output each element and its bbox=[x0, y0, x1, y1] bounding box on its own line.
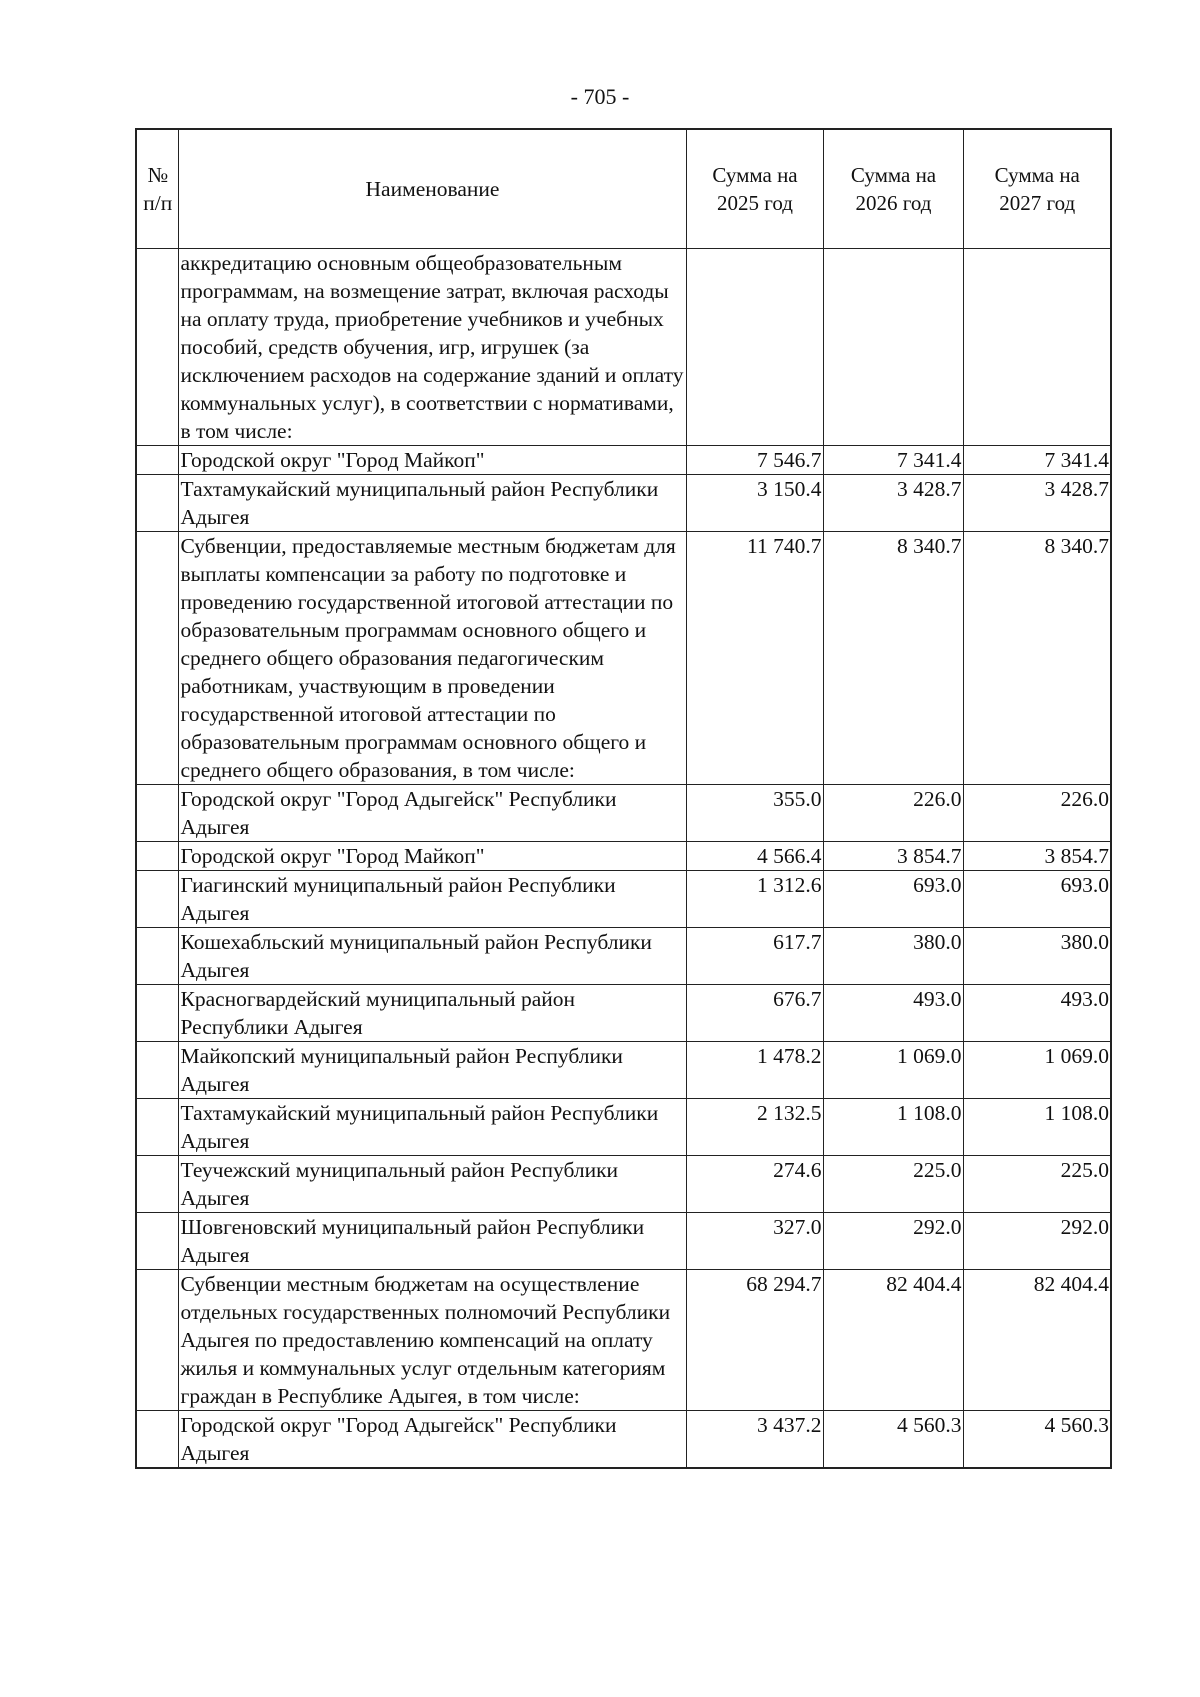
table-row bbox=[136, 475, 1111, 532]
row-value-2026: 8 340.7 bbox=[823, 532, 963, 785]
header-name: Наименование bbox=[178, 129, 686, 249]
row-name-cell: Тахтамукайский муниципальный район Республики Адыгея bbox=[178, 475, 686, 532]
row-name-cell: Субвенции, предоставляемые местным бюджетам для выплаты компенсации за работу по подготовке и проведению государственной итоговой аттестации по образовательным программам основного общего и среднего общего образования педагогическим работникам, участвующим в проведении государственной итоговой аттестации по образовательным программам основного общего и среднего общего образования, в том числе: bbox=[178, 532, 686, 785]
row-name-cell: Городской округ "Город Адыгейск" Республики Адыгея bbox=[178, 785, 686, 842]
row-value-2026: 493.0 bbox=[823, 985, 963, 1042]
row-value-2027: 225.0 bbox=[963, 1156, 1111, 1213]
row-value-2025: 355.0 bbox=[686, 785, 823, 842]
row-index-cell bbox=[136, 842, 178, 871]
row-value-2025: 3 437.2 bbox=[686, 1411, 823, 1469]
row-value-2026: 380.0 bbox=[823, 928, 963, 985]
row-value-2025: 1 478.2 bbox=[686, 1042, 823, 1099]
header-year-2025: Сумма на 2025 год bbox=[686, 129, 823, 249]
row-value-2026: 1 069.0 bbox=[823, 1042, 963, 1099]
row-name-cell: Кошехабльский муниципальный район Республики Адыгея bbox=[178, 928, 686, 985]
table-row bbox=[136, 785, 1111, 842]
table-row bbox=[136, 446, 1111, 475]
row-value-2025 bbox=[686, 249, 823, 446]
row-index-cell bbox=[136, 1270, 178, 1411]
row-value-2027: 3 854.7 bbox=[963, 842, 1111, 871]
row-value-2025: 68 294.7 bbox=[686, 1270, 823, 1411]
row-name-cell: Тахтамукайский муниципальный район Республики Адыгея bbox=[178, 1099, 686, 1156]
row-value-2026: 292.0 bbox=[823, 1213, 963, 1270]
row-value-2026: 4 560.3 bbox=[823, 1411, 963, 1469]
row-value-2027: 82 404.4 bbox=[963, 1270, 1111, 1411]
row-index-cell bbox=[136, 785, 178, 842]
row-value-2026: 225.0 bbox=[823, 1156, 963, 1213]
row-value-2025: 3 150.4 bbox=[686, 475, 823, 532]
row-index-cell bbox=[136, 1213, 178, 1270]
row-value-2027: 7 341.4 bbox=[963, 446, 1111, 475]
row-index-cell bbox=[136, 1156, 178, 1213]
row-value-2027: 1 108.0 bbox=[963, 1099, 1111, 1156]
row-value-2026: 693.0 bbox=[823, 871, 963, 928]
row-value-2025: 2 132.5 bbox=[686, 1099, 823, 1156]
row-value-2027: 4 560.3 bbox=[963, 1411, 1111, 1469]
row-value-2025: 327.0 bbox=[686, 1213, 823, 1270]
row-name-cell: Теучежский муниципальный район Республики Адыгея bbox=[178, 1156, 686, 1213]
row-name-cell: Городской округ "Город Майкоп" bbox=[178, 446, 686, 475]
row-value-2027: 1 069.0 bbox=[963, 1042, 1111, 1099]
header-year-2026: Сумма на 2026 год bbox=[823, 129, 963, 249]
table-row bbox=[136, 249, 1111, 446]
row-value-2025: 7 546.7 bbox=[686, 446, 823, 475]
table-row bbox=[136, 1156, 1111, 1213]
budget-table bbox=[135, 128, 1112, 1469]
row-value-2027: 226.0 bbox=[963, 785, 1111, 842]
table-row bbox=[136, 1411, 1111, 1469]
row-value-2027: 693.0 bbox=[963, 871, 1111, 928]
row-name-cell: Шовгеновский муниципальный район Республики Адыгея bbox=[178, 1213, 686, 1270]
table-row bbox=[136, 1270, 1111, 1411]
row-index-cell bbox=[136, 871, 178, 928]
table-row bbox=[136, 985, 1111, 1042]
table-row bbox=[136, 1099, 1111, 1156]
row-index-cell bbox=[136, 985, 178, 1042]
row-value-2025: 274.6 bbox=[686, 1156, 823, 1213]
row-value-2026: 226.0 bbox=[823, 785, 963, 842]
page-number: - 705 - bbox=[570, 84, 630, 109]
row-value-2027: 493.0 bbox=[963, 985, 1111, 1042]
row-index-cell bbox=[136, 1411, 178, 1469]
row-index-cell bbox=[136, 446, 178, 475]
row-name-cell: Субвенции местным бюджетам на осуществление отдельных государственных полномочий Республики Адыгея по предоставлению компенсаций на оплату жилья и коммунальных услуг отдельным категориям граждан в Республике Адыгея, в том числе: bbox=[178, 1270, 686, 1411]
row-value-2027: 380.0 bbox=[963, 928, 1111, 985]
row-value-2026: 7 341.4 bbox=[823, 446, 963, 475]
row-value-2027: 3 428.7 bbox=[963, 475, 1111, 532]
row-name-cell: Красногвардейский муниципальный район Республики Адыгея bbox=[178, 985, 686, 1042]
row-value-2025: 1 312.6 bbox=[686, 871, 823, 928]
row-value-2026: 3 428.7 bbox=[823, 475, 963, 532]
row-value-2025: 4 566.4 bbox=[686, 842, 823, 871]
row-index-cell bbox=[136, 249, 178, 446]
row-index-cell bbox=[136, 475, 178, 532]
row-value-2027: 292.0 bbox=[963, 1213, 1111, 1270]
row-value-2025: 676.7 bbox=[686, 985, 823, 1042]
row-value-2025: 11 740.7 bbox=[686, 532, 823, 785]
row-name-cell: Гиагинский муниципальный район Республики Адыгея bbox=[178, 871, 686, 928]
table-row bbox=[136, 532, 1111, 785]
row-value-2025: 617.7 bbox=[686, 928, 823, 985]
row-value-2026: 1 108.0 bbox=[823, 1099, 963, 1156]
row-name-cell: Городской округ "Город Майкоп" bbox=[178, 842, 686, 871]
table-row bbox=[136, 842, 1111, 871]
header-year-2027: Сумма на 2027 год bbox=[963, 129, 1111, 249]
row-value-2026 bbox=[823, 249, 963, 446]
header-index: № п/п bbox=[136, 129, 178, 249]
row-value-2027 bbox=[963, 249, 1111, 446]
row-value-2026: 82 404.4 bbox=[823, 1270, 963, 1411]
table-header-row bbox=[136, 129, 1111, 249]
row-index-cell bbox=[136, 1099, 178, 1156]
table-row bbox=[136, 871, 1111, 928]
row-name-cell: Майкопский муниципальный район Республики Адыгея bbox=[178, 1042, 686, 1099]
row-index-cell bbox=[136, 532, 178, 785]
table-row bbox=[136, 1213, 1111, 1270]
row-value-2027: 8 340.7 bbox=[963, 532, 1111, 785]
row-value-2026: 3 854.7 bbox=[823, 842, 963, 871]
row-name-cell: Городской округ "Город Адыгейск" Республики Адыгея bbox=[178, 1411, 686, 1469]
row-name-cell: аккредитацию основным общеобразовательным программам, на возмещение затрат, включая расходы на оплату труда, приобретение учебников и учебных пособий, средств обучения, игр, игрушек (за исключением расходов на содержание зданий и оплату коммунальных услуг), в соответствии с нормативами, в том числе: bbox=[178, 249, 686, 446]
row-index-cell bbox=[136, 1042, 178, 1099]
table-row bbox=[136, 928, 1111, 985]
row-index-cell bbox=[136, 928, 178, 985]
table-row bbox=[136, 1042, 1111, 1099]
